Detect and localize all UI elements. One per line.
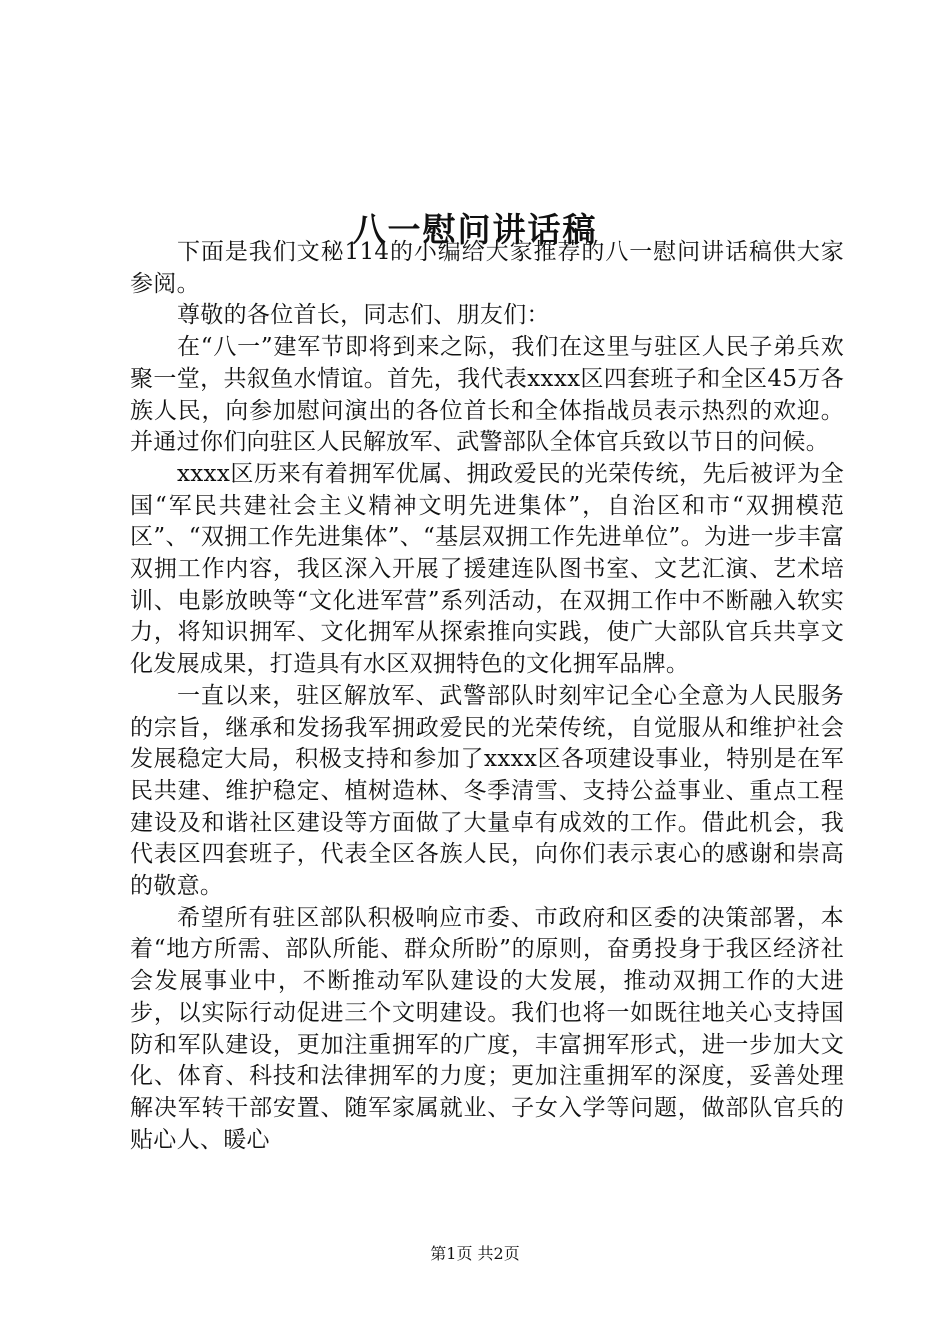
body-paragraph: 希望所有驻区部队积极响应市委、市政府和区委的决策部署，本着“地方所需、部队所能、群众所盼”的原则，奋勇投身于我区经济社会发展事业中，不断推动军队建设的大发展，推动双拥工作的大进步，以实际行动促进三个文明建设。我们也将一如既往地关心支持国防和军队建设，更加注重拥军的广度，丰富拥军形式，进一步加大文化、体育、科技和法律拥军的力度；更加注重拥军的深度，妥善处理解决军转干部安置、随军家属就业、子女入学等问题，做部队官兵的贴心人、暖心 xyxy=(130,904,844,1153)
document-body xyxy=(130,237,844,1156)
body-paragraph: 在“八一”建军节即将到来之际，我们在这里与驻区人民子弟兵欢聚一堂，共叙鱼水情谊。首先，我代表xxxx区四套班子和全区45万各族人民，向参加慰问演出的各位首长和全体指战员表示热烈的欢迎。并通过你们向驻区人民解放军、武警部队全体官兵致以节日的问候。 xyxy=(130,334,844,456)
page-title: 八一慰问讲话稿 xyxy=(352,210,598,250)
body-paragraph: 一直以来，驻区解放军、武警部队时刻牢记全心全意为人民服务的宗旨，继承和发扬我军拥政爱民的光荣传统，自觉服从和维护社会发展稳定大局，积极支持和参加了xxxx区各项建设事业，特别是在军民共建、维护稳定、植树造林、冬季清雪、支持公益事业、重点工程建设及和谐社区建设等方面做了大量卓有成效的工作。借此机会，我代表区四套班子，代表全区各族人民，向你们表示衷心的感谢和崇高的敬意。 xyxy=(130,682,844,900)
intro-paragraph: 下面是我们文秘114的小编给大家推荐的八一慰问讲话稿供大家参阅。 xyxy=(130,239,844,297)
salutation-paragraph: 尊敬的各位首长，同志们、朋友们： xyxy=(177,302,550,329)
page-number-footer: 第1页 共2页 xyxy=(430,1244,520,1263)
body-paragraph: xxxx区历来有着拥军优属、拥政爱民的光荣传统，先后被评为全国“军民共建社会主义精神文明先进集体”，自治区和市“双拥模范区”、“双拥工作先进集体”、“基层双拥工作先进单位”。为进一步丰富双拥工作内容，我区深入开展了援建连队图书室、文艺汇演、艺术培训、电影放映等“文化进军营”系列活动，在双拥工作中不断融入软实力，将知识拥军、文化拥军从探索推向实践，使广大部队官兵共享文化发展成果，打造具有水区双拥特色的文化拥军品牌。 xyxy=(130,460,844,678)
